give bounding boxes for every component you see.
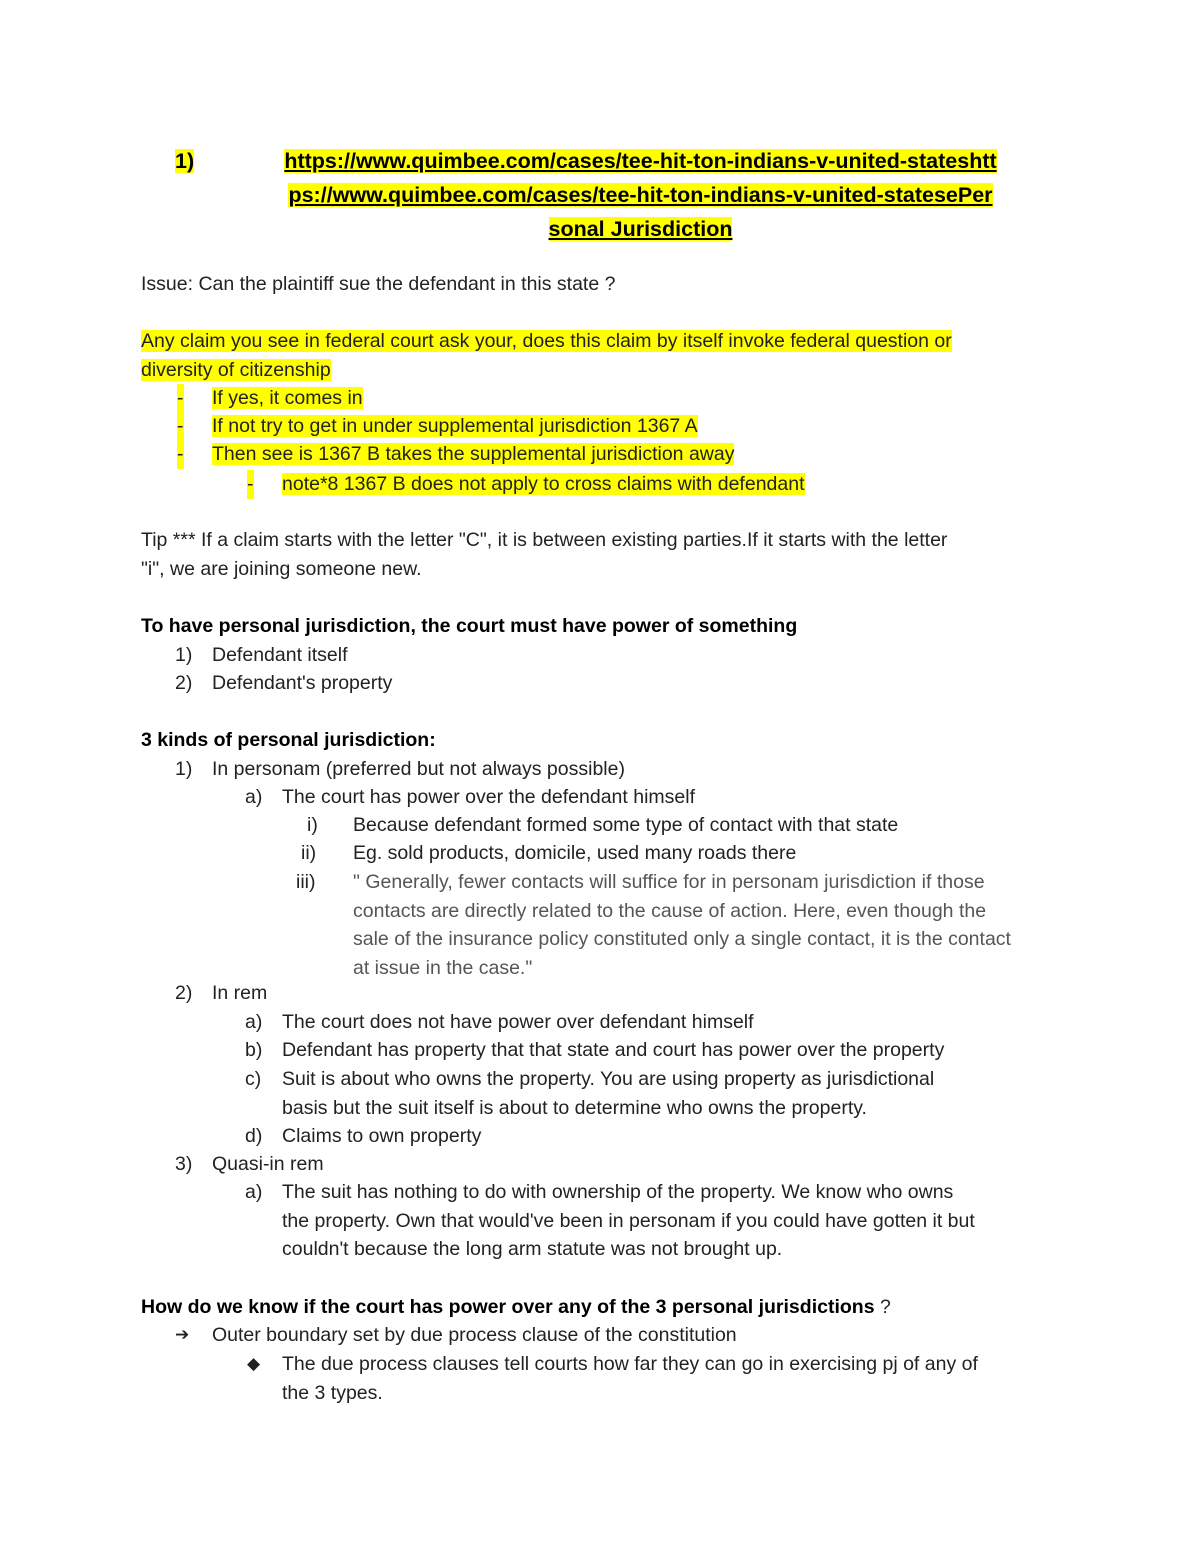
list-item: c) Suit is about who owns the property. You are using property as jurisdictional basis but the suit itself is about to determine who owns the property. bbox=[245, 1068, 935, 1119]
dash-bullet-icon: - bbox=[177, 440, 184, 469]
title-heading bbox=[175, 144, 1065, 246]
list-item: a) The court has power over the defendant himself bbox=[245, 786, 695, 808]
list-item: a) The suit has nothing to do with ownership of the property. We know who owns the property. Own that would've been in personam if you could have gotten it but couldn't because the long arm statute was not brought up. bbox=[245, 1181, 975, 1260]
list-item: 1) Defendant itself bbox=[175, 644, 348, 666]
issue-text: Issue: Can the plaintiff sue the defendant in this state ? bbox=[141, 273, 616, 295]
quote-item: iii) " Generally, fewer contacts will suffice for in personam jurisdiction if those contacts are directly related to the cause of action. Here, even though the sale of the insurance policy constituted only a single contact, it is the contact at issue in the case." bbox=[141, 868, 1061, 982]
list-item: b) Defendant has property that that state and court has power over the property bbox=[245, 1039, 945, 1061]
list-item: d) Claims to own property bbox=[245, 1125, 482, 1147]
power-heading: To have personal jurisdiction, the court must have power of something bbox=[141, 615, 798, 637]
claim-step: - If not try to get in under supplemental jurisdiction 1367 A bbox=[141, 412, 1041, 441]
heading-link[interactable]: https://www.quimbee.com/cases/tee-hit-ton-indians-v-united-stateshtt ps://www.quimbee.com/cases/tee-hit-ton-indians-v-united-statesePer sonal Jurisdiction bbox=[284, 149, 997, 241]
claim-note: - note*8 1367 B does not apply to cross claims with defendant bbox=[141, 470, 1041, 499]
list-item: i) Because defendant formed some type of contact with that state bbox=[307, 814, 899, 836]
list-item: 3) Quasi-in rem bbox=[175, 1153, 324, 1175]
quote-text: " Generally, fewer contacts will suffice for in personam jurisdiction if those contacts are directly related to the cause of action. Here, even though the sale of the insurance policy constituted only a single contact, it is the contact at issue in the case." bbox=[353, 871, 1011, 979]
list-item: ➔ Outer boundary set by due process clause of the constitution bbox=[141, 1321, 737, 1350]
dash-bullet-icon: - bbox=[247, 470, 254, 499]
power-question: How do we know if the court has power over any of the 3 personal jurisdictions ? bbox=[141, 1296, 891, 1318]
list-item: 1) In personam (preferred but not always possible) bbox=[175, 758, 625, 780]
dash-bullet-icon: - bbox=[177, 384, 184, 413]
tip-text: Tip *** If a claim starts with the letter "C", it is between existing parties.If it starts with the letter "i", we are joining someone new. bbox=[141, 529, 948, 580]
dash-bullet-icon: - bbox=[177, 412, 184, 441]
heading-number: 1) bbox=[175, 149, 195, 173]
list-item: a) The court does not have power over defendant himself bbox=[245, 1011, 754, 1033]
list-item: ii) Eg. sold products, domicile, used many roads there bbox=[301, 842, 797, 864]
claim-step: - Then see is 1367 B takes the supplemental jurisdiction away bbox=[141, 440, 1041, 469]
list-item: 2) In rem bbox=[175, 982, 268, 1004]
arrow-right-icon: ➔ bbox=[175, 1325, 190, 1345]
claim-intro: Any claim you see in federal court ask your, does this claim by itself invoke federal question or diversity of citizenship bbox=[141, 330, 952, 381]
list-item: ◆ The due process clauses tell courts how far they can go in exercising pj of any of the 3 types. bbox=[141, 1350, 1061, 1407]
claim-step: - If yes, it comes in bbox=[141, 384, 1041, 413]
diamond-bullet-icon: ◆ bbox=[247, 1354, 261, 1374]
list-item: 2) Defendant's property bbox=[175, 672, 393, 694]
kinds-heading: 3 kinds of personal jurisdiction: bbox=[141, 729, 436, 751]
